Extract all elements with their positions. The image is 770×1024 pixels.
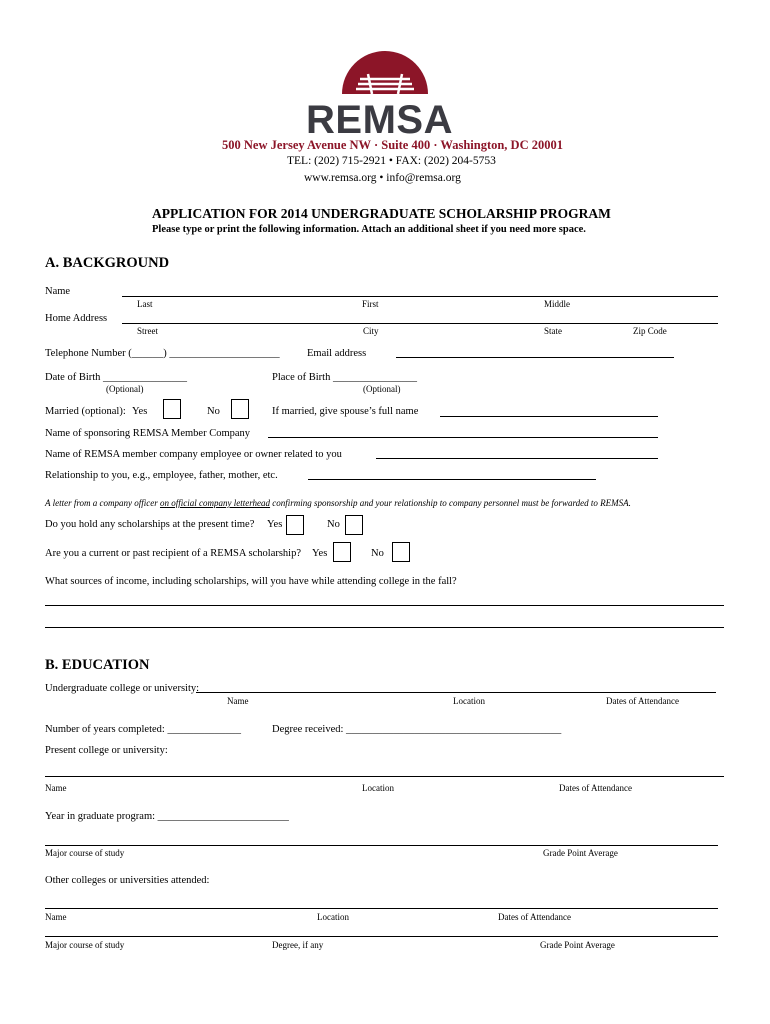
section-a-heading: A. BACKGROUND (45, 255, 170, 271)
other-colleges-label: Other colleges or universities attended: (45, 875, 210, 886)
other-colleges-field[interactable] (45, 908, 718, 909)
other-degree-caption: Degree, if any (272, 940, 324, 950)
pob-label[interactable]: Place of Birth ________________ (272, 372, 417, 383)
undergrad-field[interactable] (196, 692, 716, 693)
email-label: Email address (307, 348, 367, 359)
income-field-1[interactable] (45, 605, 724, 606)
contact-line: TEL: (202) 715-2921 • FAX: (202) 204-5753 (287, 155, 496, 167)
telephone-label[interactable]: Telephone Number (______) _____________________ (45, 348, 280, 359)
recipient-yes-checkbox[interactable] (333, 542, 351, 562)
letter-note-pre: A letter from a company officer (45, 498, 160, 508)
other-name-caption: Name (45, 912, 67, 922)
pob-optional: (Optional) (363, 384, 401, 394)
other-location-caption: Location (317, 912, 349, 922)
undergrad-location-caption: Location (453, 696, 485, 706)
other-dates-caption: Dates of Attendance (498, 912, 571, 922)
letter-note (45, 498, 631, 508)
letter-note-underlined: on official company letterhead (159, 498, 271, 508)
email-field[interactable] (396, 357, 674, 358)
recipient-yes-label: Yes (312, 548, 328, 559)
letter-note-post: confirming sponsorship and your relationship to company personnel must be forwarded to REMSA. (270, 498, 631, 508)
dob-optional: (Optional) (106, 384, 144, 394)
other-major-caption: Major course of study (45, 940, 125, 950)
scholarships-yes-label: Yes (267, 519, 283, 530)
name-middle-caption: Middle (544, 299, 570, 309)
scholarships-yes-checkbox[interactable] (286, 515, 304, 535)
married-no-label: No (207, 406, 220, 417)
remsa-logo (300, 46, 470, 142)
name-last-caption: Last (137, 299, 153, 309)
gpa-caption: Grade Point Average (543, 848, 618, 858)
major-caption: Major course of study (45, 848, 125, 858)
state-caption: State (544, 326, 562, 336)
form-instructions: Please type or print the following information. Attach an additional sheet if you need more space. (152, 224, 586, 235)
relationship-field[interactable] (308, 479, 596, 480)
recipient-no-label: No (371, 548, 384, 559)
employee-field[interactable] (376, 458, 658, 459)
scholarships-question: Do you hold any scholarships at the present time? (45, 519, 255, 530)
degree-received-label[interactable]: Degree received: _________________________________________ (272, 724, 562, 735)
undergrad-name-caption: Name (227, 696, 249, 706)
home-address-label: Home Address (45, 313, 108, 324)
spouse-label: If married, give spouse’s full name (272, 406, 419, 417)
recipient-question: Are you a current or past recipient of a REMSA scholarship? (45, 548, 302, 559)
name-label: Name (45, 286, 71, 297)
other-colleges-field-2[interactable] (45, 936, 718, 937)
spouse-field[interactable] (440, 416, 658, 417)
employee-label: Name of REMSA member company employee or owner related to you (45, 449, 342, 460)
home-address-field[interactable] (122, 323, 718, 324)
other-gpa-caption: Grade Point Average (540, 940, 615, 950)
zip-caption: Zip Code (633, 326, 667, 336)
present-dates-caption: Dates of Attendance (559, 783, 632, 793)
scholarships-no-checkbox[interactable] (345, 515, 363, 535)
income-field-2[interactable] (45, 627, 724, 628)
married-label: Married (optional): (45, 406, 126, 417)
present-name-caption: Name (45, 783, 67, 793)
major-field[interactable] (45, 845, 718, 846)
name-first-caption: First (362, 299, 379, 309)
undergrad-label: Undergraduate college or university: (45, 683, 200, 694)
married-yes-checkbox[interactable] (163, 399, 181, 419)
name-field[interactable] (122, 296, 718, 297)
dob-label[interactable]: Date of Birth ________________ (45, 372, 188, 383)
income-question: What sources of income, including scholarships, will you have while attending college in the fall? (45, 576, 457, 587)
scholarships-no-label: No (327, 519, 340, 530)
street-caption: Street (137, 326, 158, 336)
web-line: www.remsa.org • info@remsa.org (304, 172, 461, 184)
years-completed-label[interactable]: Number of years completed: ______________ (45, 724, 241, 735)
sponsor-label: Name of sponsoring REMSA Member Company (45, 428, 251, 439)
address-line: 500 New Jersey Avenue NW · Suite 400 · Washington, DC 20001 (222, 138, 563, 152)
recipient-no-checkbox[interactable] (392, 542, 410, 562)
form-title: APPLICATION FOR 2014 UNDERGRADUATE SCHOLARSHIP PROGRAM (152, 206, 611, 221)
married-yes-label: Yes (132, 406, 148, 417)
married-no-checkbox[interactable] (231, 399, 249, 419)
present-college-field[interactable] (45, 776, 724, 777)
present-college-label: Present college or university: (45, 745, 168, 756)
city-caption: City (363, 326, 379, 336)
relationship-label: Relationship to you, e.g., employee, father, mother, etc. (45, 470, 278, 481)
grad-year-label[interactable]: Year in graduate program: _________________________ (45, 811, 289, 822)
logo-text: REMSA (306, 98, 453, 142)
undergrad-dates-caption: Dates of Attendance (606, 696, 679, 706)
sponsor-field[interactable] (268, 437, 658, 438)
present-location-caption: Location (362, 783, 394, 793)
section-b-heading: B. EDUCATION (45, 657, 150, 673)
